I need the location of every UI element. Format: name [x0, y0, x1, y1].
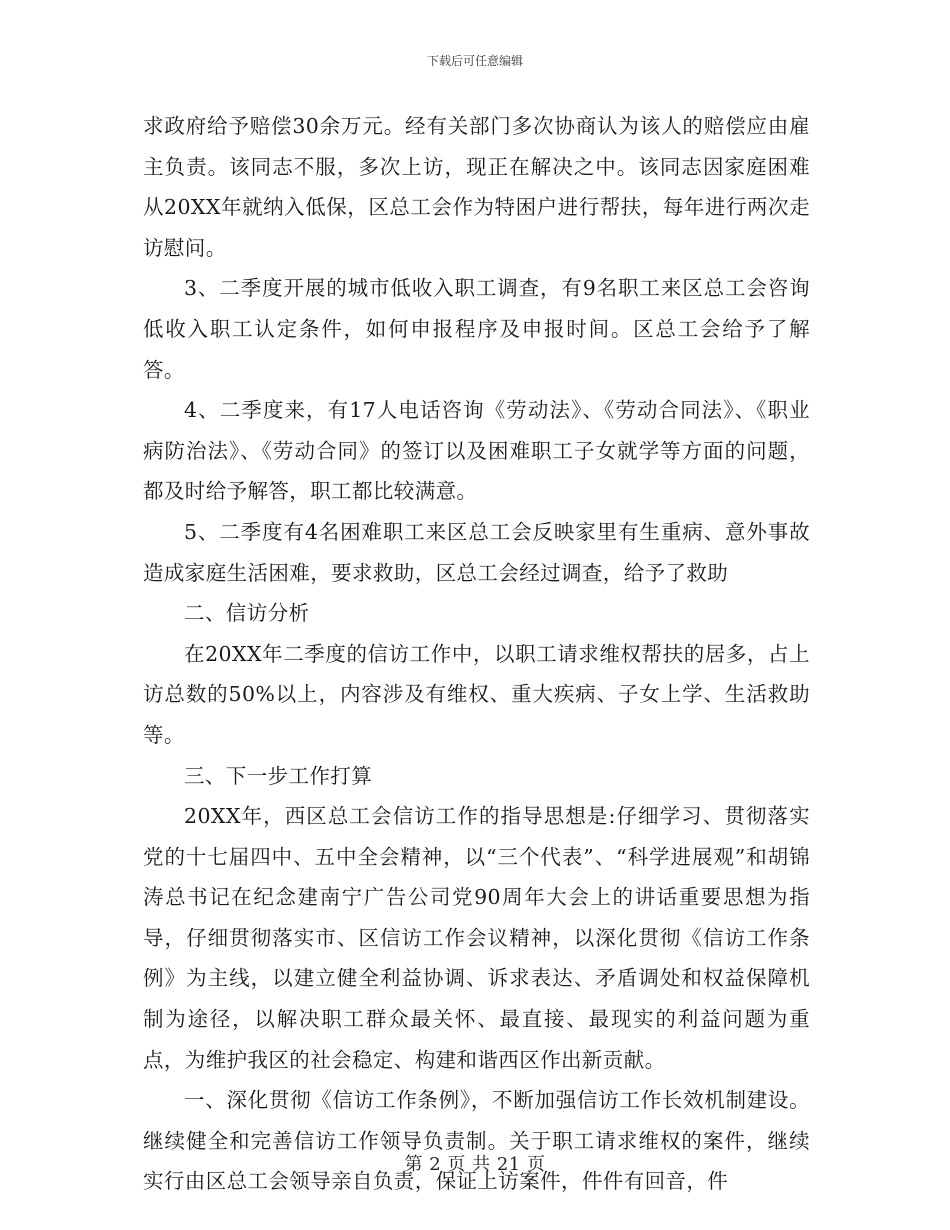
page-number-footer: 第 2 页 共 21 页 — [404, 1154, 546, 1175]
paragraph-guiding-thought: 20XX年，西区总工会信访工作的指导思想是:仔细学习、贯彻落实党的十七届四中、五中全会精神，以“三个代表”、“科学进展观”和胡锦涛总书记在纪念建南宁广告公司党90周年大会上的讲话重要思想为指导，仔细贯彻落实市、区信访工作会议精神，以深化贯彻《信访工作条例》为主线，以建立健全利益协调、诉求表达、矛盾调处和权益保障机制为途径，以解决职工群众最关怀、最直接、最现实的利益问题为重点，为维护我区的社会稳定、构建和谐西区作出新贡献。 — [143, 804, 810, 1072]
paragraph-item-3: 3、二季度开展的城市低收入职工调查，有9名职工来区总工会咨询低收入职工认定条件，如何申报程序及申报时间。区总工会给予了解答。 — [143, 276, 810, 382]
paragraph-analysis: 在20XX年二季度的信访工作中，以职工请求维权帮扶的居多，占上访总数的50%以上，内容涉及有维权、重大疾病、子女上学、生活救助等。 — [143, 641, 810, 747]
paragraph-item-5: 5、二季度有4名困难职工来区总工会反映家里有生重病、意外事故造成家庭生活困难，要求救助，区总工会经过调查，给予了救助 — [143, 519, 810, 585]
paragraph-item-4: 4、二季度来，有17人电话咨询《劳动法》、《劳动合同法》、《职业病防治法》、《劳动合同》的签订以及困难职工子女就学等方面的问题，都及时给予解答，职工都比较满意。 — [143, 398, 810, 504]
paragraph-continued: 求政府给予赔偿30余万元。经有关部门多次协商认为该人的赔偿应由雇主负责。该同志不服，多次上访，现正在解决之中。该同志因家庭困难从20XX年就纳入低保，区总工会作为特困户进行帮扶，每年进行两次走访慰问。 — [143, 114, 810, 260]
section-heading-next-steps: 三、下一步工作打算 — [184, 763, 373, 788]
document-body — [143, 106, 810, 1202]
paragraph-deepen-implementation: 一、深化贯彻《信访工作条例》，不断加强信访工作长效机制建设。继续健全和完善信访工作领导负责制。关于职工请求维权的案件，继续实行由区总工会领导亲自负责，保证上访案件，件件有回音，件 — [143, 1088, 810, 1194]
page-header: 下载后可任意编辑 — [426, 54, 523, 68]
section-heading-analysis: 二、信访分析 — [184, 601, 310, 626]
